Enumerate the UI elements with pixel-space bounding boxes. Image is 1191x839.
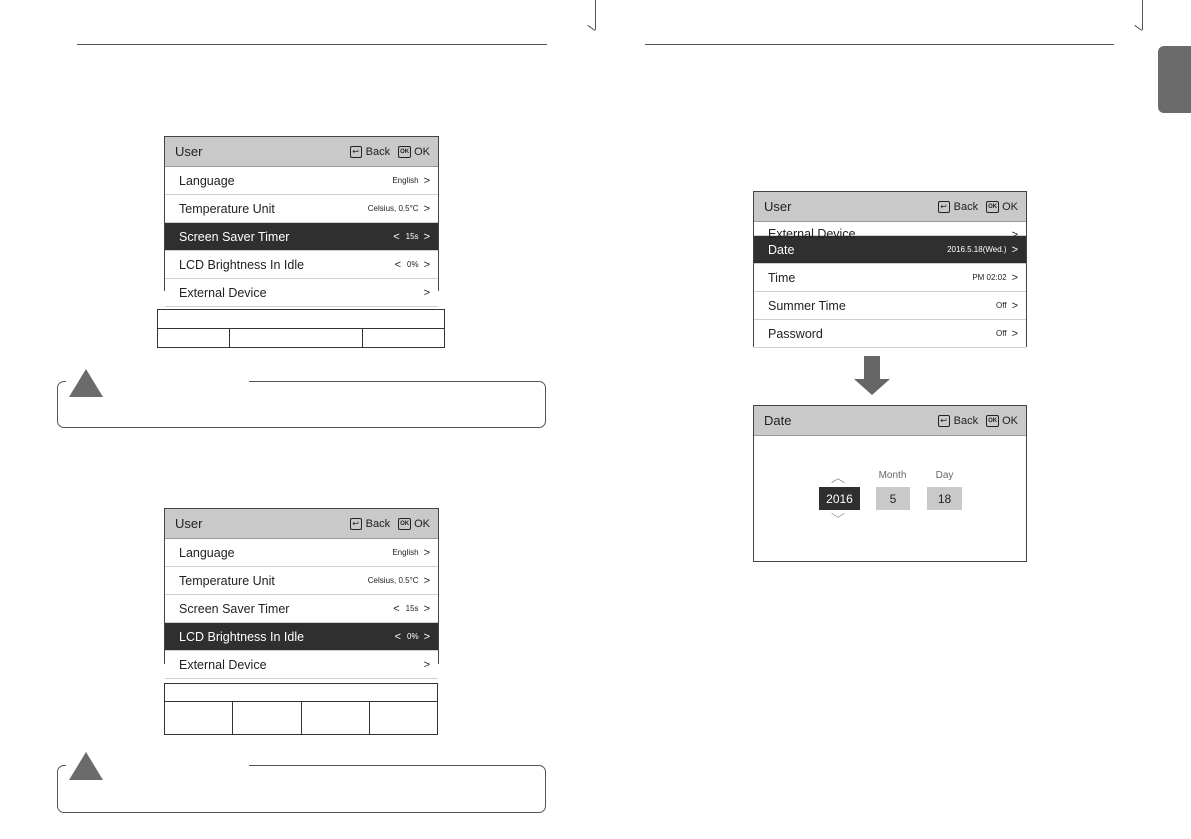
menu-row-external-device[interactable]	[165, 651, 438, 679]
screen-header	[165, 137, 438, 167]
row-label: Language	[179, 173, 235, 188]
chapter-tab	[1158, 46, 1191, 113]
row-value: English	[392, 548, 419, 557]
row-value: English	[392, 176, 419, 185]
chevron-down-icon[interactable]: ﹀	[831, 514, 845, 525]
row-label: LCD Brightness In Idle	[179, 257, 305, 272]
screen-title: User	[175, 516, 203, 531]
day-field[interactable]: 18	[927, 487, 962, 510]
menu-row-lcd-brightness[interactable]	[165, 251, 438, 279]
row-label: External Device	[179, 285, 267, 300]
chevron-right-icon[interactable]: >	[423, 286, 430, 299]
down-arrow-icon	[854, 379, 890, 395]
timer-options-table	[157, 309, 445, 348]
back-label[interactable]: Back	[953, 414, 979, 427]
right-edge-line	[1142, 0, 1143, 30]
caution-box	[57, 765, 546, 813]
menu-row-temperature-unit[interactable]	[165, 195, 438, 223]
ok-label[interactable]: OK	[414, 145, 430, 158]
table-cell	[230, 329, 363, 348]
row-label: External Device	[179, 657, 267, 672]
row-value: Off	[996, 301, 1007, 310]
chevron-left-icon[interactable]: <	[393, 602, 400, 615]
chevron-right-icon[interactable]: >	[423, 574, 430, 587]
ok-icon[interactable]: OK	[986, 415, 999, 427]
chevron-left-icon[interactable]: <	[393, 230, 400, 243]
row-label: LCD Brightness In Idle	[179, 629, 305, 644]
menu-row-external-device[interactable]	[165, 279, 438, 307]
screen-user-lcd-brightness	[164, 508, 439, 672]
chevron-right-icon[interactable]: >	[1011, 327, 1018, 340]
table-cell	[370, 702, 438, 735]
row-value: 15s	[405, 232, 419, 241]
month-field[interactable]: 5	[876, 487, 910, 510]
row-label: Screen Saver Timer	[179, 601, 290, 616]
row-label: Time	[768, 270, 796, 285]
row-label: Password	[768, 326, 823, 341]
chevron-up-icon[interactable]: ︿	[831, 474, 845, 485]
chevron-right-icon[interactable]: >	[423, 174, 430, 187]
row-value: 0%	[407, 260, 419, 269]
caution-box	[57, 381, 546, 428]
ok-icon[interactable]: OK	[986, 201, 999, 213]
chevron-right-icon[interactable]: >	[423, 230, 430, 243]
table-cell	[302, 702, 370, 735]
day-label: Day	[935, 470, 954, 481]
menu-row-screen-saver-timer[interactable]	[165, 223, 438, 251]
back-icon[interactable]: ↩	[350, 518, 362, 530]
screen-header	[754, 192, 1026, 222]
chevron-right-icon[interactable]: >	[1011, 243, 1018, 256]
row-label: Summer Time	[768, 298, 846, 313]
menu-row-lcd-brightness[interactable]	[165, 623, 438, 651]
row-value: Celsius, 0.5°C	[367, 576, 419, 585]
menu-row-time[interactable]	[754, 264, 1026, 292]
table-header-cell	[158, 310, 445, 329]
back-icon[interactable]: ↩	[938, 201, 950, 213]
menu-row-screen-saver-timer[interactable]	[165, 595, 438, 623]
menu-row-language[interactable]	[165, 539, 438, 567]
right-page-top-rule	[645, 44, 1114, 45]
year-field[interactable]: 2016	[819, 487, 860, 510]
menu-row-password[interactable]	[754, 320, 1026, 348]
brightness-options-table	[164, 683, 438, 735]
menu-row-language[interactable]	[165, 167, 438, 195]
chevron-right-icon[interactable]: >	[423, 630, 430, 643]
chevron-left-icon[interactable]: <	[394, 630, 401, 643]
screen-header	[165, 509, 438, 539]
screen-date-picker	[753, 405, 1027, 562]
row-value: 2016.5.18(Wed.)	[947, 245, 1007, 254]
row-value: 15s	[405, 604, 419, 613]
table-cell	[158, 329, 230, 348]
ok-label[interactable]: OK	[1002, 414, 1018, 427]
left-page-top-rule	[77, 44, 547, 45]
screen-header	[754, 406, 1026, 436]
screen-title: Date	[764, 413, 792, 428]
back-icon[interactable]: ↩	[938, 415, 950, 427]
page-spine	[595, 0, 596, 30]
screen-user-saver-timer	[164, 136, 439, 300]
chevron-right-icon[interactable]: >	[423, 202, 430, 215]
warning-icon	[69, 752, 103, 780]
chevron-right-icon[interactable]: >	[423, 602, 430, 615]
chevron-right-icon[interactable]: >	[423, 546, 430, 559]
row-label: Temperature Unit	[179, 573, 275, 588]
month-label: Month	[878, 470, 907, 481]
chevron-right-icon[interactable]: >	[1011, 229, 1018, 241]
back-label[interactable]: Back	[953, 200, 979, 213]
ok-label[interactable]: OK	[1002, 200, 1018, 213]
warning-icon	[69, 369, 103, 397]
back-label[interactable]: Back	[365, 517, 391, 530]
table-cell	[165, 702, 233, 735]
chevron-right-icon[interactable]: >	[423, 258, 430, 271]
row-label: Language	[179, 545, 235, 560]
table-header-cell	[165, 684, 438, 702]
chevron-right-icon[interactable]: >	[423, 658, 430, 671]
ok-label[interactable]: OK	[414, 517, 430, 530]
row-value: PM 02:02	[972, 273, 1007, 282]
ok-icon[interactable]: OK	[398, 518, 411, 530]
row-label: Date	[768, 242, 795, 257]
row-value: Off	[996, 329, 1007, 338]
row-label: External Device	[768, 227, 856, 241]
table-cell	[233, 702, 302, 735]
back-label[interactable]: Back	[365, 145, 391, 158]
menu-row-summer-time[interactable]	[754, 292, 1026, 320]
table-cell	[363, 329, 445, 348]
ok-icon[interactable]: OK	[398, 146, 411, 158]
row-label: Temperature Unit	[179, 201, 275, 216]
chevron-right-icon[interactable]: >	[1011, 271, 1018, 284]
row-label: Screen Saver Timer	[179, 229, 290, 244]
row-value: 0%	[407, 632, 419, 641]
menu-row-temperature-unit[interactable]	[165, 567, 438, 595]
row-value: Celsius, 0.5°C	[367, 204, 419, 213]
down-arrow-shaft	[864, 356, 880, 380]
screen-user-date	[753, 191, 1027, 347]
screen-title: User	[764, 199, 792, 214]
menu-row-external-device[interactable]	[754, 222, 1026, 241]
back-icon[interactable]: ↩	[350, 146, 362, 158]
screen-title: User	[175, 144, 203, 159]
chevron-left-icon[interactable]: <	[394, 258, 401, 271]
chevron-right-icon[interactable]: >	[1011, 299, 1018, 312]
